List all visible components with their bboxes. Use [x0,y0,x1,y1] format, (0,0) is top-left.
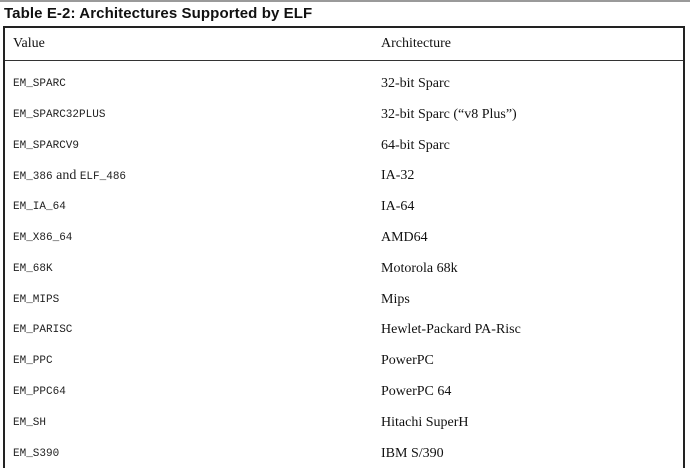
value-cell [13,166,126,187]
architecture-cell: 32-bit Sparc (“v8 Plus”) [381,106,517,122]
table-row [5,136,683,167]
architecture-cell: IBM S/390 [381,445,444,461]
value-cell: EM_IA_64 [13,201,66,214]
table-row [5,228,683,259]
architecture-cell: PowerPC 64 [381,383,452,399]
architecture-cell: IA-64 [381,199,415,215]
architecture-cell: PowerPC [381,353,434,369]
value-cell: EM_PARISC [13,324,73,337]
architecture-cell: IA-32 [381,168,415,184]
table-row [5,197,683,228]
architectures-table [3,26,685,468]
table-row [5,320,683,351]
table-row [5,413,683,444]
value-cell: EM_S390 [13,447,60,460]
table-row [5,105,683,136]
architecture-cell: Hitachi SuperH [381,414,469,430]
architecture-cell: Mips [381,291,410,307]
value-cell: EM_PPC64 [13,385,66,398]
top-rule [0,0,690,2]
table-row [5,444,683,474]
value-code-b: ELF_486 [79,171,127,184]
column-header-architecture: Architecture [381,36,451,51]
table-row [5,259,683,290]
architecture-cell: AMD64 [381,229,428,245]
value-code-a: EM_386 [13,171,53,184]
value-cell: EM_PPC [13,355,53,368]
column-header-value: Value [13,36,45,51]
architecture-cell: 32-bit Sparc [381,76,450,91]
value-cell: EM_MIPS [13,293,60,306]
table-body [5,74,683,474]
table-row [5,166,683,197]
architecture-cell: Motorola 68k [381,260,458,276]
value-cell: EM_SH [13,416,47,429]
value-cell: EM_X86_64 [13,231,73,244]
table-row [5,74,683,105]
value-cell: EM_SPARCV9 [13,139,80,152]
architecture-cell: 64-bit Sparc [381,137,450,153]
table-row [5,351,683,382]
value-conjunction: and [52,168,80,184]
architecture-cell: Hewlet-Packard PA-Risc [381,322,521,338]
value-cell: EM_SPARC32PLUS [13,108,106,121]
value-cell: EM_68K [13,262,53,275]
table-header-row [5,28,683,61]
table-row [5,290,683,321]
table-caption: Table E-2: Architectures Supported by ELF [4,5,313,22]
table-row [5,382,683,413]
value-cell: EM_SPARC [13,78,66,90]
